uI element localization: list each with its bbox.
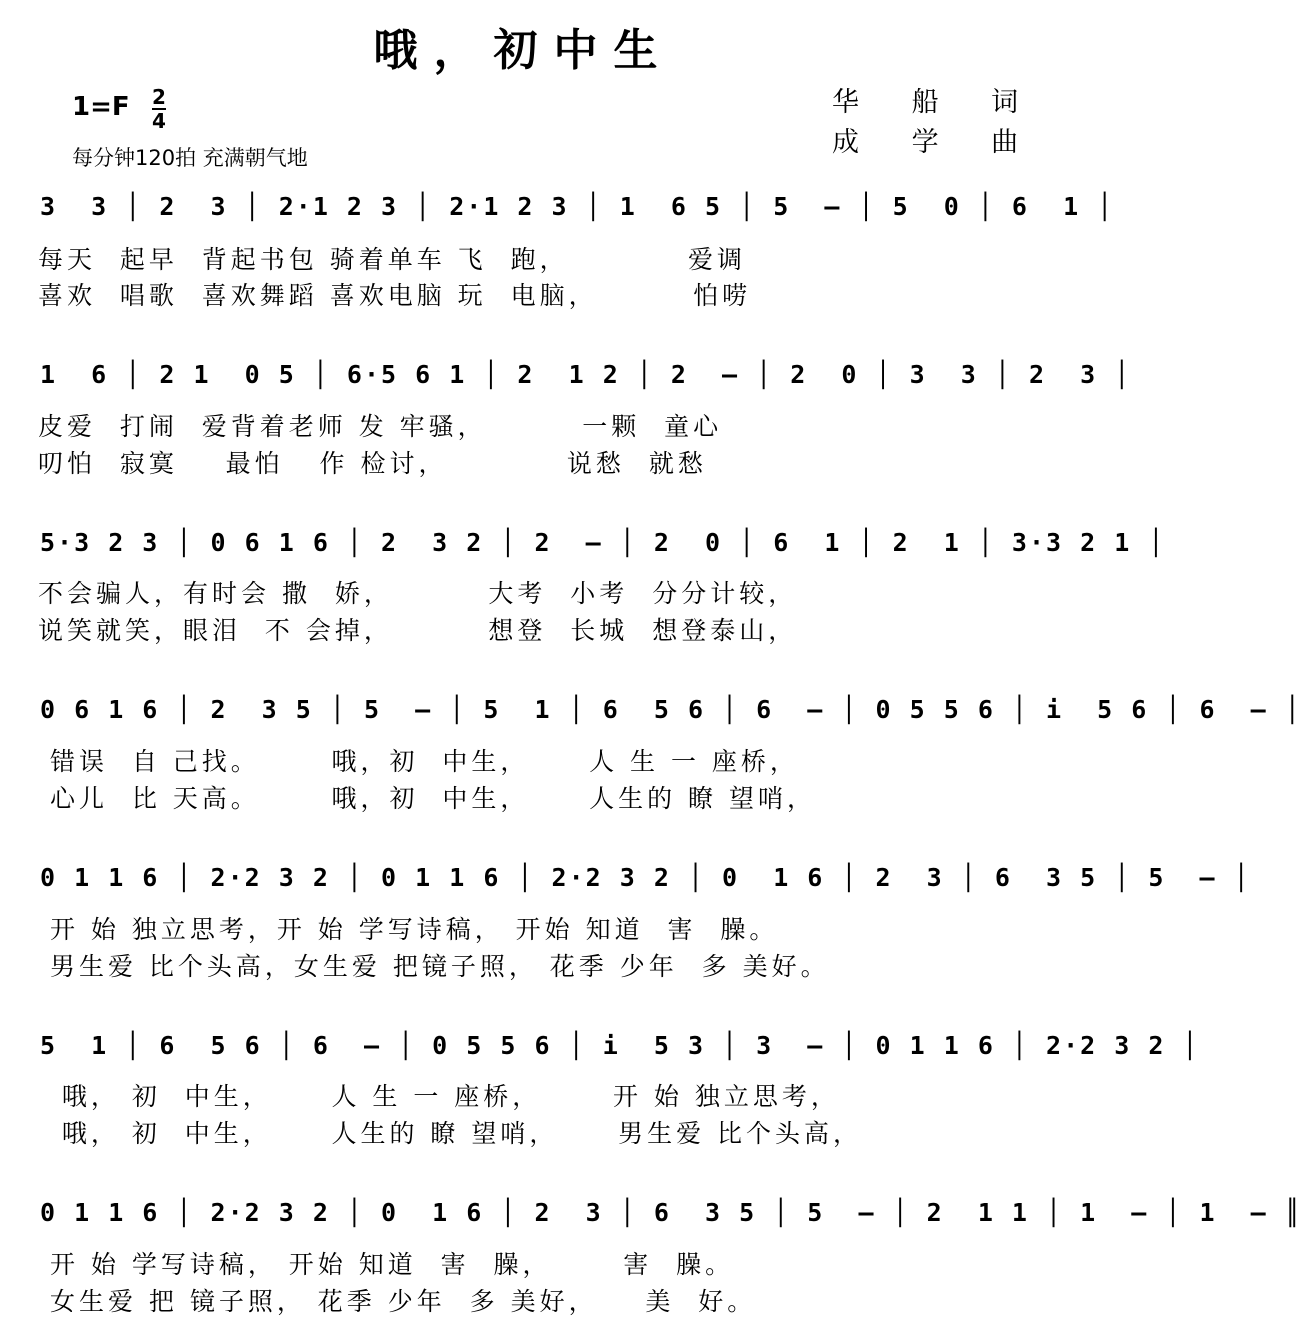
- notes-line: 5·3 2 3 │ 0 6 1 6 │ 2 3 2 │ 2 – │ 2 0 │ 6 1 │ 2 1 │ 3·3 2 1 │: [40, 528, 1166, 557]
- lyrics-verse-2: 喜欢 唱歌 喜欢舞蹈 喜欢电脑 玩 电脑， 怕唠: [38, 281, 752, 310]
- lyrics-verse-1: 不会骗人，有时会 撒 娇， 大考 小考 分分计较，: [38, 579, 798, 608]
- lyrics-verse-1: 开 始 独立思考，开 始 学写诗稿， 开始 知道 害 臊。: [38, 915, 779, 944]
- lyrics-verse-1: 哦， 初 中生， 人 生 一 座桥， 开 始 独立思考，: [38, 1082, 840, 1111]
- lyrics-verse-1: 开 始 学写诗稿， 开始 知道 害 臊， 害 臊。: [38, 1250, 735, 1279]
- notes-line: 5 1 │ 6 5 6 │ 6 – │ 0 5 5 6 │ i 5 3 │ 3 – │ 0 1 1 6 │ 2·2 3 2 │: [40, 1031, 1200, 1060]
- lyrics-verse-2: 女生爱 把 镜子照， 花季 少年 多 美好， 美 好。: [38, 1287, 757, 1316]
- key-signature: 1=F: [72, 92, 130, 122]
- notes-line: 0 6 1 6 │ 2 3 5 │ 5 – │ 5 1 │ 6 5 6 │ 6 – │ 0 5 5 6 │ i 5 6 │ 6 – │: [40, 695, 1302, 724]
- composer-credit: 成 学 曲: [832, 127, 1041, 158]
- time-signature-top: 2: [152, 85, 166, 109]
- notes-line: 1 6 │ 2 1 0 5 │ 6·5 6 1 │ 2 1 2 │ 2 – │ 2 0 │ 3 3 │ 2 3 │: [40, 360, 1132, 389]
- page-title: 哦，初中生: [373, 25, 674, 76]
- notes-line: 0 1 1 6 │ 2·2 3 2 │ 0 1 6 │ 2 3 │ 6 3 5 │ 5 – │ 2 1 1 │ 1 – │ 1 – ║: [40, 1198, 1302, 1227]
- lyrics-verse-2: 哦， 初 中生， 人生的 瞭 望哨， 男生爱 比个头高，: [38, 1119, 863, 1148]
- lyrics-verse-2: 说笑就笑，眼泪 不 会掉， 想登 长城 想登泰山，: [38, 616, 798, 645]
- tempo-marking: 每分钟120拍 充满朝气地: [72, 146, 308, 170]
- time-signature-bottom: 4: [152, 109, 166, 133]
- lyrics-verse-2: 男生爱 比个头高，女生爱 把镜子照， 花季 少年 多 美好。: [38, 952, 830, 981]
- lyrics-verse-1: 错误 自 己找。 哦，初 中生， 人 生 一 座桥，: [38, 747, 799, 776]
- notes-line: 3 3 │ 2 3 │ 2·1 2 3 │ 2·1 2 3 │ 1 6 5 │ 5 – │ 5 0 │ 6 1 │: [40, 192, 1115, 221]
- lyrics-verse-2: 叨怕 寂寞 最怕 作 检讨， 说愁 就愁: [38, 449, 707, 478]
- lyrics-verse-1: 皮爱 打闹 爱背着老师 发 牢骚， 一颗 童心: [38, 412, 723, 441]
- lyrics-verse-1: 每天 起早 背起书包 骑着单车 飞 跑， 爱调: [38, 245, 747, 274]
- notes-line: 0 1 1 6 │ 2·2 3 2 │ 0 1 1 6 │ 2·2 3 2 │ 0 1 6 │ 2 3 │ 6 3 5 │ 5 – │: [40, 863, 1251, 892]
- lyrics-verse-2: 心儿 比 天高。 哦，初 中生， 人生的 瞭 望哨，: [38, 784, 816, 813]
- lyricist-credit: 华 船 词: [832, 87, 1041, 118]
